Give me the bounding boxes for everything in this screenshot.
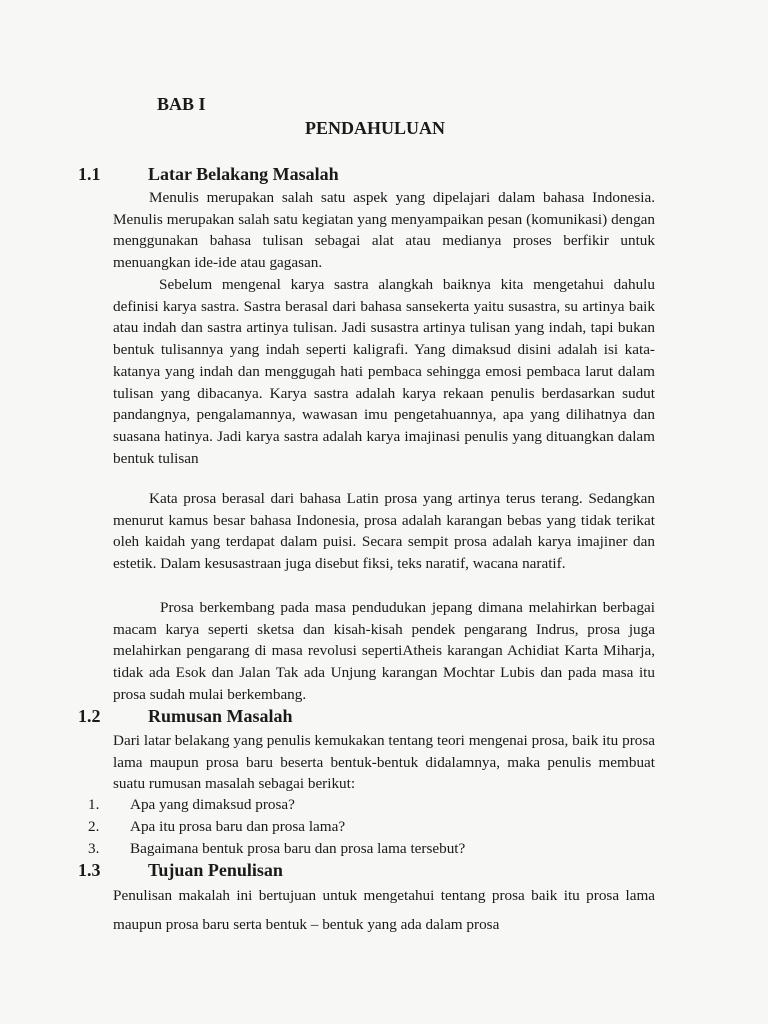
paragraph: Menulis merupakan salah satu aspek yang dipelajari dalam bahasa Indonesia. Menulis merupakan salah satu kegiatan yang menyampaikan pesan (komunikasi) dengan menggunakan bahasa tulisan sebagai alat atau medianya proses berfikir untuk menuangkan ide-ide atau gagasan. [113, 189, 655, 272]
section-title: Rumusan Masalah [148, 706, 293, 726]
list-text: Apa yang dimaksud prosa? [130, 796, 295, 813]
section-number: 1.1 [78, 164, 101, 184]
paragraph: Prosa berkembang pada masa pendudukan jepang dimana melahirkan berbagai macam karya seperti sketsa dan kisah-kisah pendek pengarang Indrus, prosa juga melahirkan pengarang di masa revolusi sepertiAtheis karangan Achidiat Karta Miharja, tidak ada Esok dan Jalan Tak ada Unjung karangan Mochtar Lubis dan pada masa itu prosa sudah mulai berkembang. [113, 599, 655, 703]
paragraph: Sebelum mengenal karya sastra alangkah baiknya kita mengetahui dahulu definisi karya sastra. Sastra berasal dari bahasa sansekerta yaitu susastra, su artinya baik atau indah dan sastra artinya tulisan. Jadi susastra artinya tulisan yang indah, tapi bukan bentuk tulisannya yang indah seperti kaligrafi. Yang dimaksud disini adalah isi kata-katanya yang indah dan menggugah hati pembaca sehingga emosi pembaca larut dalam tulisan yang dibacanya. Karya sastra adalah karya rekaan penulis berdasarkan sudut pandangnya, pengalamannya, wawasan imu pengetahuannya, apa yang dilihatnya dan suasana hatinya. Jadi karya sastra adalah karya imajinasi penulis yang dituangkan dalam bentuk tulisan [113, 276, 655, 467]
list-item [88, 816, 465, 838]
chapter-label: BAB I [157, 94, 206, 114]
list-text: Apa itu prosa baru dan prosa lama? [130, 818, 346, 835]
list-item [88, 794, 465, 816]
list-number: 2. [88, 818, 100, 835]
section-number: 1.2 [78, 706, 101, 726]
paragraph: Penulisan makalah ini bertujuan untuk mengetahui tentang prosa baik itu prosa lama maupun prosa baru serta bentuk – bentuk yang ada dalam prosa [113, 887, 655, 933]
section-title: Tujuan Penulisan [148, 860, 283, 880]
section-number: 1.3 [78, 860, 101, 880]
paragraph: Kata prosa berasal dari bahasa Latin prosa yang artinya terus terang. Sedangkan menurut kamus besar bahasa Indonesia, prosa adalah karangan bebas yang tidak terikat oleh kaidah yang terdapat dalam puisi. Secara sempit prosa adalah karya imajiner dan estetik. Dalam kesusastraan juga disebut fiksi, teks naratif, wacana naratif. [113, 490, 655, 573]
list-text: Bagaimana bentuk prosa baru dan prosa lama tersebut? [130, 840, 466, 857]
list-number: 3. [88, 840, 100, 857]
paragraph: Dari latar belakang yang penulis kemukakan tentang teori mengenai prosa, baik itu prosa lama maupun prosa baru beserta bentuk-bentuk didalamnya, maka penulis membuat suatu rumusan masalah sebagai berikut: [113, 732, 655, 793]
section-title: Latar Belakang Masalah [148, 164, 339, 184]
list-number: 1. [88, 796, 100, 813]
problem-list [88, 794, 465, 860]
list-item [88, 838, 465, 860]
chapter-title: PENDAHULUAN [305, 118, 446, 138]
